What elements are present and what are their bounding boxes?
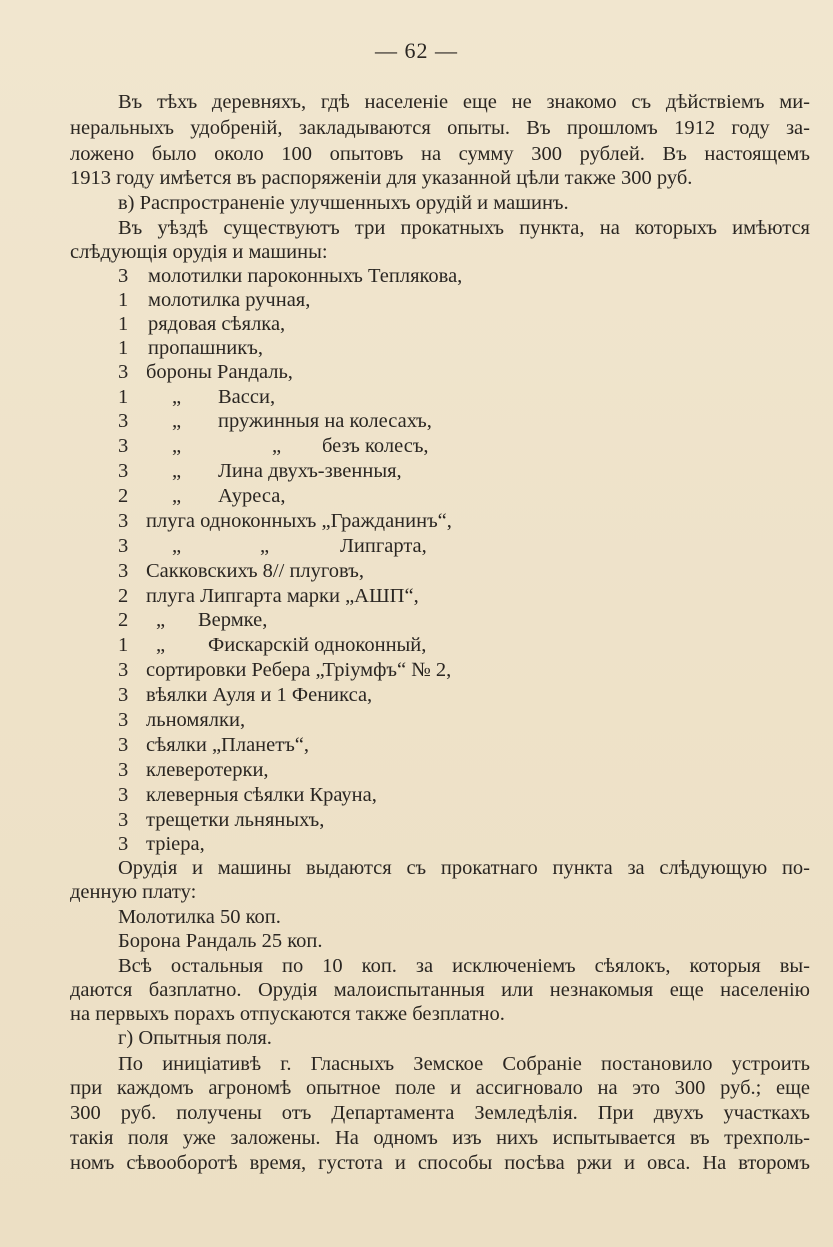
equipment-text: Липгарта, [340,535,427,557]
equipment-qty: 1 [118,337,129,359]
equipment-qty: 3 [118,759,129,781]
equipment-qty: 3 [118,460,129,482]
equipment-qty: 3 [118,659,129,681]
equipment-qty: 3 [118,734,129,756]
equipment-qty: 3 [118,833,129,855]
equipment-text: плуга одноконныхъ „Гражданинъ“, [146,510,452,532]
equipment-text: тріера, [146,833,205,855]
para-rental-line-2: слѣдующія орудія и машины: [70,241,328,263]
ditto-mark: „ [172,410,182,432]
equipment-qty: 2 [118,585,129,607]
equipment-text: молотилки пароконныхъ Теплякова, [148,265,463,287]
equipment-qty: 3 [118,560,129,582]
equipment-text: Лина двухъ-звенныя, [218,460,402,482]
para-fertilizer-line-4: 1913 году имѣется въ распоряженіи для указанной цѣли также 300 руб. [70,167,693,189]
para-other-line-2: даются базплатно. Орудія малоиспытанныя или незнакомыя еще населенію [70,979,810,1001]
equipment-text: Фискарскій одноконный, [208,634,427,656]
equipment-text: Вермке, [198,609,268,631]
para-fields-line-5: номъ сѣвооборотѣ время, густота и способы посѣва ржи и овса. На второмъ [70,1152,810,1174]
ditto-mark: „ [172,485,182,507]
para-other-line-3: на первыхъ порахъ отпускаются также безплатно. [70,1003,505,1025]
equipment-text: клеверныя сѣялки Крауна, [146,784,377,806]
equipment-text: плуга Липгарта марки „АШП“, [146,585,419,607]
equipment-text: сортировки Ребера „Тріумфъ“ № 2, [146,659,452,681]
equipment-text: пропашникъ, [148,337,263,359]
para-fields-line-2: при каждомъ агрономѣ опытное поле и ассигновало на это 300 руб.; еще [70,1077,810,1099]
para-fee-line-2: денную плату: [70,881,197,903]
equipment-text: Ауреса, [218,485,286,507]
equipment-qty: 1 [118,634,129,656]
equipment-qty: 1 [118,289,129,311]
ditto-mark: „ [156,609,166,631]
equipment-qty: 3 [118,809,129,831]
equipment-qty: 3 [118,361,129,383]
para-fertilizer-line-1: Въ тѣхъ деревняхъ, гдѣ населеніе еще не знакомо съ дѣйствіемъ ми- [118,91,810,113]
equipment-qty: 3 [118,410,129,432]
equipment-qty: 3 [118,784,129,806]
para-other-line-1: Всѣ остальныя по 10 коп. за исключеніемъ сѣялокъ, которыя вы- [118,955,810,977]
ditto-mark: „ [260,535,270,557]
para-fields-line-3: 300 руб. получены отъ Департамента Земледѣлія. При двухъ участкахъ [70,1102,810,1124]
section-g-heading: г) Опытныя поля. [118,1027,272,1049]
equipment-qty: 3 [118,435,129,457]
fee-threshing: Молотилка 50 коп. [118,906,281,928]
equipment-text: сѣялки „Планетъ“, [146,734,310,756]
equipment-text: Васси, [218,386,276,408]
equipment-qty: 3 [118,265,129,287]
para-rental-line-1: Въ уѣздѣ существуютъ три прокатныхъ пункта, на которыхъ имѣются [118,217,810,239]
equipment-text: рядовая сѣялка, [148,313,286,335]
para-fee-line-1: Орудія и машины выдаются съ прокатнаго пункта за слѣдующую по- [118,857,810,879]
equipment-text: клеверотерки, [146,759,269,781]
equipment-qty: 3 [118,510,129,532]
page-number: — 62 — [375,38,458,63]
fee-harrow: Борона Рандаль 25 коп. [118,930,323,952]
equipment-text: бороны Рандаль, [146,361,293,383]
section-b-heading: в) Распространеніе улучшенныхъ орудій и машинъ. [118,192,569,214]
para-fields-line-1: По иниціативѣ г. Гласныхъ Земское Собраніе постановило устроить [118,1053,810,1075]
equipment-text: Сакковскихъ 8// плуговъ, [146,560,364,582]
equipment-qty: 1 [118,386,129,408]
equipment-qty: 2 [118,609,129,631]
equipment-text: льномялки, [146,709,246,731]
equipment-text: вѣялки Ауля и 1 Феникса, [146,684,373,706]
equipment-text: безъ колесъ, [322,435,429,457]
equipment-qty: 3 [118,535,129,557]
ditto-mark: „ [172,535,182,557]
ditto-mark: „ [272,435,282,457]
ditto-mark: „ [172,386,182,408]
ditto-mark: „ [156,634,166,656]
equipment-text: трещетки льняныхъ, [146,809,325,831]
equipment-qty: 2 [118,485,129,507]
para-fields-line-4: такія поля уже заложены. На одномъ изъ нихъ испытывается въ трехполь- [70,1127,810,1149]
equipment-qty: 1 [118,313,129,335]
para-fertilizer-line-3: ложено было около 100 опытовъ на сумму 300 рублей. Въ настоящемъ [70,143,810,165]
ditto-mark: „ [172,435,182,457]
equipment-qty: 3 [118,709,129,731]
equipment-text: пружинныя на колесахъ, [218,410,432,432]
equipment-qty: 3 [118,684,129,706]
ditto-mark: „ [172,460,182,482]
para-fertilizer-line-2: неральныхъ удобреній, закладываются опыты. Въ прошломъ 1912 году за- [70,117,810,139]
equipment-text: молотилка ручная, [148,289,311,311]
